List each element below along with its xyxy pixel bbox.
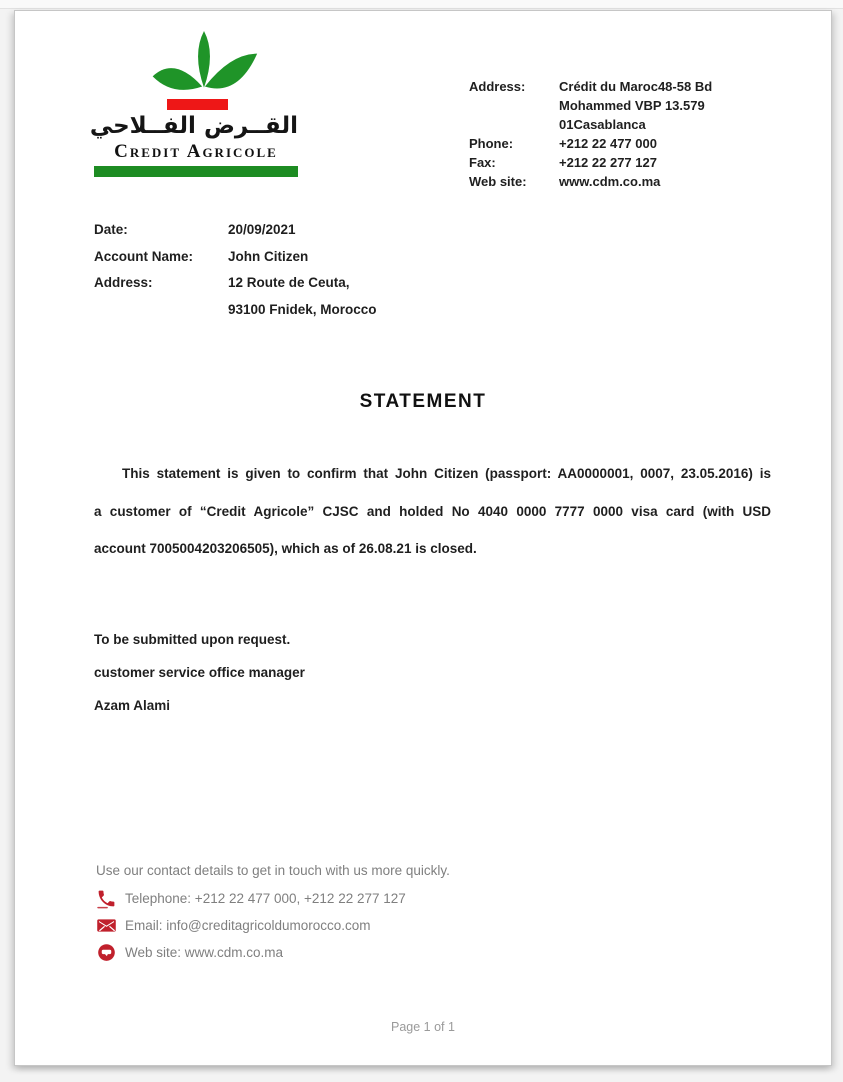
customer-address-line2: 93100 Fnidek, Morocco [228,301,377,317]
logo-green-bar [94,166,298,177]
bank-address-line: Crédit du Maroc48-58 Bd [559,79,713,94]
bank-phone-value: +212 22 477 000 [559,136,657,151]
account-name-value: John Citizen [228,248,309,264]
customer-info-block [94,217,377,323]
logo-arabic-text: القــرض الفــلاحي [89,113,298,139]
footer-website-text: Web site: www.cdm.co.ma [125,945,284,960]
customer-address-line1: 12 Route de Ceuta, [228,275,350,290]
page-number: Page 1 of 1 [391,1020,455,1034]
date-label: Date: [94,222,128,237]
bank-fax-value: +212 22 277 127 [559,155,657,170]
bank-address-line: Mohammed VBP 13.579 [559,98,705,113]
phone-icon [96,888,117,909]
statement-line: a customer of “Credit Agricole” CJSC and holded No 4040 0000 7777 0000 visa card (with USD [94,503,771,519]
account-name-label: Account Name: [94,248,194,264]
statement-paragraph [94,455,771,568]
bank-info-block [469,77,712,191]
bank-address-value [559,77,712,134]
logo-leaves-icon [149,31,259,99]
closing-line-request: To be submitted upon request. [94,632,291,647]
bank-website-value: www.cdm.co.ma [559,174,661,189]
footer-intro-text: Use our contact details to get in touch with us more quickly. [96,863,450,878]
statement-line: account 7005004203206505), which as of 26.08.21 is closed. [94,541,477,556]
footer-telephone-row [96,885,450,912]
statement-title: STATEMENT [359,391,487,412]
logo-latin-text: Credit Agricole [114,141,278,162]
footer-email-row [96,912,450,939]
logo-red-bar [167,99,228,110]
closing-line-role: customer service office manager [94,665,305,680]
spacer-cell [94,297,228,324]
footer-contact-block [96,862,450,966]
bank-website-label: Web site: [469,174,527,189]
footer-telephone-text: Telephone: +212 22 477 000, +212 22 277 127 [125,891,406,906]
website-bubble-icon [96,942,117,963]
closing-line-signer: Azam Alami [94,698,171,713]
viewer-top-strip [0,0,843,9]
date-value: 20/09/2021 [228,222,296,237]
document-page [14,10,832,1066]
statement-line: This statement is given to confirm that John Citizen (passport: AA0000001, 0007, 23.05.2016) is [122,466,771,481]
bank-address-label: Address: [469,79,526,94]
bank-fax-label: Fax: [469,155,496,170]
bank-address-line: 01Casablanca [559,117,646,132]
closing-block [94,623,305,722]
footer-website-row [96,939,450,966]
bank-phone-label: Phone: [469,136,514,151]
envelope-icon [96,915,117,936]
customer-address-label: Address: [94,275,153,290]
footer-email-text: Email: info@creditagricoldumorocco.com [125,918,371,933]
